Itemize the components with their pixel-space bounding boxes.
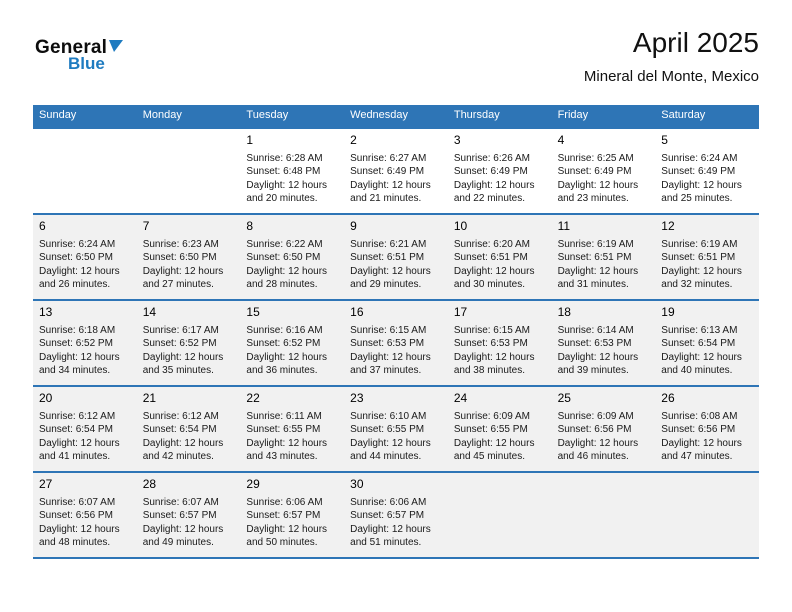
day-number: 22 bbox=[246, 391, 260, 406]
sunset-text: Sunset: 6:49 PM bbox=[557, 166, 632, 178]
day-cell-empty bbox=[33, 129, 137, 213]
daylight-text-line2: and 49 minutes. bbox=[142, 537, 214, 549]
daylight-text-line2: and 48 minutes. bbox=[39, 537, 111, 549]
sunset-text: Sunset: 6:49 PM bbox=[453, 166, 528, 178]
daylight-text-line1: Daylight: 12 hours bbox=[453, 179, 535, 191]
sunset-text: Sunset: 6:57 PM bbox=[246, 510, 321, 522]
sunset-text: Sunset: 6:56 PM bbox=[39, 510, 113, 522]
day-number: 26 bbox=[661, 391, 675, 406]
daylight-text-line1: Daylight: 12 hours bbox=[142, 437, 224, 449]
page-header bbox=[33, 28, 759, 100]
daylight-text-line1: Daylight: 12 hours bbox=[661, 265, 742, 277]
day-number: 24 bbox=[453, 391, 468, 406]
daylight-text-line2: and 21 minutes. bbox=[350, 193, 422, 205]
day-number: 8 bbox=[246, 219, 254, 234]
sunrise-text: Sunrise: 6:06 AM bbox=[350, 496, 427, 508]
daylight-text-line2: and 36 minutes. bbox=[246, 365, 318, 377]
sunset-text: Sunset: 6:57 PM bbox=[350, 510, 425, 522]
sunrise-text: Sunrise: 6:17 AM bbox=[142, 324, 219, 336]
day-cell-empty bbox=[552, 473, 656, 557]
day-cell-5 bbox=[655, 129, 759, 213]
sunrise-text: Sunrise: 6:19 AM bbox=[661, 238, 738, 250]
daylight-text-line2: and 34 minutes. bbox=[39, 365, 111, 377]
sunset-text: Sunset: 6:57 PM bbox=[142, 510, 217, 522]
day-number: 30 bbox=[350, 477, 364, 492]
day-number: 25 bbox=[557, 391, 571, 406]
daylight-text-line1: Daylight: 12 hours bbox=[661, 437, 742, 449]
daylight-text-line2: and 41 minutes. bbox=[39, 451, 111, 463]
day-number: 28 bbox=[142, 477, 157, 492]
daylight-text-line2: and 46 minutes. bbox=[557, 451, 629, 463]
day-cell-3 bbox=[448, 129, 552, 213]
sunrise-text: Sunrise: 6:09 AM bbox=[453, 410, 530, 422]
daylight-text-line1: Daylight: 12 hours bbox=[453, 265, 535, 277]
day-cell-1 bbox=[240, 129, 344, 213]
daylight-text-line1: Daylight: 12 hours bbox=[453, 437, 535, 449]
sunrise-text: Sunrise: 6:16 AM bbox=[246, 324, 323, 336]
sunset-text: Sunset: 6:53 PM bbox=[453, 338, 528, 350]
daylight-text-line1: Daylight: 12 hours bbox=[557, 179, 639, 191]
sunset-text: Sunset: 6:51 PM bbox=[453, 252, 528, 264]
day-number: 18 bbox=[557, 305, 571, 320]
day-cell-11 bbox=[552, 215, 656, 299]
weeks bbox=[33, 127, 759, 559]
sunrise-text: Sunrise: 6:20 AM bbox=[453, 238, 530, 250]
day-header-sunday: Sunday bbox=[39, 109, 77, 121]
day-header-monday: Monday bbox=[142, 109, 182, 121]
daylight-text-line2: and 38 minutes. bbox=[453, 365, 526, 377]
day-cell-17 bbox=[448, 301, 552, 385]
day-cell-19 bbox=[655, 301, 759, 385]
day-cell-23 bbox=[344, 387, 448, 471]
day-cell-empty bbox=[655, 473, 759, 557]
day-cell-4 bbox=[552, 129, 656, 213]
daylight-text-line1: Daylight: 12 hours bbox=[557, 265, 639, 277]
daylight-text-line1: Daylight: 12 hours bbox=[661, 179, 742, 191]
day-number: 11 bbox=[557, 219, 571, 234]
sunrise-text: Sunrise: 6:24 AM bbox=[39, 238, 116, 250]
sunrise-text: Sunrise: 6:24 AM bbox=[661, 152, 738, 164]
daylight-text-line1: Daylight: 12 hours bbox=[39, 265, 120, 277]
day-cell-empty bbox=[137, 129, 241, 213]
day-cell-7 bbox=[137, 215, 241, 299]
daylight-text-line2: and 51 minutes. bbox=[350, 537, 422, 549]
day-cell-28 bbox=[137, 473, 241, 557]
day-cell-30 bbox=[344, 473, 448, 557]
week-row-5 bbox=[33, 471, 759, 557]
daylight-text-line1: Daylight: 12 hours bbox=[39, 351, 120, 363]
sunset-text: Sunset: 6:54 PM bbox=[661, 338, 736, 350]
week-row-2 bbox=[33, 213, 759, 299]
day-header-friday: Friday bbox=[557, 109, 589, 121]
day-cell-29 bbox=[240, 473, 344, 557]
sunrise-text: Sunrise: 6:08 AM bbox=[661, 410, 738, 422]
day-cell-16 bbox=[344, 301, 448, 385]
day-number: 29 bbox=[246, 477, 260, 492]
daylight-text-line2: and 42 minutes. bbox=[142, 451, 214, 463]
day-cell-empty bbox=[448, 473, 552, 557]
day-number: 3 bbox=[453, 133, 461, 148]
day-number: 21 bbox=[142, 391, 157, 406]
day-cell-8 bbox=[240, 215, 344, 299]
day-header-wednesday: Wednesday bbox=[350, 109, 409, 121]
sunrise-text: Sunrise: 6:15 AM bbox=[350, 324, 427, 336]
day-cell-21 bbox=[137, 387, 241, 471]
day-number: 9 bbox=[350, 219, 357, 234]
day-cell-24 bbox=[448, 387, 552, 471]
week-row-4 bbox=[33, 385, 759, 471]
sunset-text: Sunset: 6:55 PM bbox=[453, 424, 528, 436]
daylight-text-line2: and 47 minutes. bbox=[661, 451, 733, 463]
daylight-text-line1: Daylight: 12 hours bbox=[39, 523, 120, 535]
daylight-text-line1: Daylight: 12 hours bbox=[246, 179, 328, 191]
sunrise-text: Sunrise: 6:28 AM bbox=[246, 152, 323, 164]
day-number: 4 bbox=[557, 133, 565, 148]
sunrise-text: Sunrise: 6:07 AM bbox=[39, 496, 116, 508]
daylight-text-line1: Daylight: 12 hours bbox=[246, 265, 328, 277]
sunset-text: Sunset: 6:56 PM bbox=[661, 424, 736, 436]
daylight-text-line2: and 28 minutes. bbox=[246, 279, 318, 291]
sunset-text: Sunset: 6:54 PM bbox=[142, 424, 217, 436]
daylight-text-line1: Daylight: 12 hours bbox=[142, 523, 224, 535]
daylight-text-line1: Daylight: 12 hours bbox=[350, 437, 431, 449]
sunrise-text: Sunrise: 6:06 AM bbox=[246, 496, 323, 508]
day-cell-14 bbox=[137, 301, 241, 385]
day-header-row bbox=[33, 105, 759, 127]
day-number: 20 bbox=[39, 391, 53, 406]
daylight-text-line1: Daylight: 12 hours bbox=[246, 437, 328, 449]
day-number: 15 bbox=[246, 305, 260, 320]
sunset-text: Sunset: 6:56 PM bbox=[557, 424, 632, 436]
daylight-text-line2: and 37 minutes. bbox=[350, 365, 422, 377]
sunset-text: Sunset: 6:52 PM bbox=[39, 338, 113, 350]
daylight-text-line2: and 43 minutes. bbox=[246, 451, 318, 463]
sunset-text: Sunset: 6:50 PM bbox=[39, 252, 113, 264]
day-number: 1 bbox=[246, 133, 254, 148]
calendar-grid bbox=[33, 105, 759, 559]
logo-text-general: General bbox=[35, 37, 108, 58]
sunset-text: Sunset: 6:52 PM bbox=[142, 338, 217, 350]
daylight-text-line2: and 45 minutes. bbox=[453, 451, 526, 463]
daylight-text-line1: Daylight: 12 hours bbox=[350, 351, 431, 363]
daylight-text-line2: and 32 minutes. bbox=[661, 279, 733, 291]
daylight-text-line2: and 44 minutes. bbox=[350, 451, 422, 463]
logo-triangle-icon bbox=[109, 39, 124, 53]
week-row-3 bbox=[33, 299, 759, 385]
day-cell-9 bbox=[344, 215, 448, 299]
day-header-saturday: Saturday bbox=[661, 109, 706, 121]
day-number: 13 bbox=[39, 305, 53, 320]
daylight-text-line1: Daylight: 12 hours bbox=[350, 179, 431, 191]
sunset-text: Sunset: 6:55 PM bbox=[350, 424, 425, 436]
sunrise-text: Sunrise: 6:09 AM bbox=[557, 410, 634, 422]
month-title: April 2025 bbox=[632, 27, 759, 58]
day-cell-6 bbox=[33, 215, 137, 299]
daylight-text-line2: and 26 minutes. bbox=[39, 279, 111, 291]
sunset-text: Sunset: 6:49 PM bbox=[661, 166, 736, 178]
sunset-text: Sunset: 6:53 PM bbox=[350, 338, 425, 350]
day-number: 19 bbox=[661, 305, 675, 320]
sunrise-text: Sunrise: 6:12 AM bbox=[39, 410, 116, 422]
daylight-text-line1: Daylight: 12 hours bbox=[661, 351, 742, 363]
daylight-text-line2: and 20 minutes. bbox=[246, 193, 318, 205]
sunrise-text: Sunrise: 6:19 AM bbox=[557, 238, 634, 250]
sunrise-text: Sunrise: 6:27 AM bbox=[350, 152, 427, 164]
sunrise-text: Sunrise: 6:11 AM bbox=[246, 410, 322, 422]
sunset-text: Sunset: 6:55 PM bbox=[246, 424, 321, 436]
daylight-text-line2: and 31 minutes. bbox=[557, 279, 629, 291]
sunrise-text: Sunrise: 6:22 AM bbox=[246, 238, 323, 250]
daylight-text-line1: Daylight: 12 hours bbox=[453, 351, 535, 363]
sunset-text: Sunset: 6:53 PM bbox=[557, 338, 632, 350]
day-number: 16 bbox=[350, 305, 364, 320]
daylight-text-line2: and 50 minutes. bbox=[246, 537, 318, 549]
day-number: 23 bbox=[350, 391, 364, 406]
day-cell-18 bbox=[552, 301, 656, 385]
daylight-text-line2: and 23 minutes. bbox=[557, 193, 629, 205]
day-cell-2 bbox=[344, 129, 448, 213]
day-number: 6 bbox=[39, 219, 46, 234]
day-cell-20 bbox=[33, 387, 137, 471]
sunset-text: Sunset: 6:51 PM bbox=[350, 252, 425, 264]
sunrise-text: Sunrise: 6:10 AM bbox=[350, 410, 427, 422]
daylight-text-line2: and 27 minutes. bbox=[142, 279, 214, 291]
daylight-text-line2: and 30 minutes. bbox=[453, 279, 526, 291]
day-number: 27 bbox=[39, 477, 53, 492]
sunrise-text: Sunrise: 6:18 AM bbox=[39, 324, 116, 336]
sunset-text: Sunset: 6:50 PM bbox=[246, 252, 321, 264]
sunrise-text: Sunrise: 6:12 AM bbox=[142, 410, 219, 422]
general-blue-logo bbox=[35, 38, 124, 72]
day-cell-15 bbox=[240, 301, 344, 385]
day-header-thursday: Thursday bbox=[453, 109, 500, 121]
daylight-text-line1: Daylight: 12 hours bbox=[142, 265, 224, 277]
daylight-text-line1: Daylight: 12 hours bbox=[142, 351, 224, 363]
daylight-text-line2: and 29 minutes. bbox=[350, 279, 422, 291]
day-cell-25 bbox=[552, 387, 656, 471]
daylight-text-line2: and 39 minutes. bbox=[557, 365, 629, 377]
sunrise-text: Sunrise: 6:23 AM bbox=[142, 238, 219, 250]
location-subtitle: Mineral del Monte, Mexico bbox=[583, 67, 759, 85]
day-number: 2 bbox=[350, 133, 357, 148]
sunrise-text: Sunrise: 6:13 AM bbox=[661, 324, 738, 336]
sunset-text: Sunset: 6:51 PM bbox=[661, 252, 736, 264]
day-cell-26 bbox=[655, 387, 759, 471]
day-number: 12 bbox=[661, 219, 675, 234]
week-row-1 bbox=[33, 127, 759, 213]
sunrise-text: Sunrise: 6:25 AM bbox=[557, 152, 634, 164]
daylight-text-line2: and 22 minutes. bbox=[453, 193, 526, 205]
sunset-text: Sunset: 6:49 PM bbox=[350, 166, 425, 178]
day-cell-13 bbox=[33, 301, 137, 385]
daylight-text-line1: Daylight: 12 hours bbox=[246, 523, 328, 535]
daylight-text-line1: Daylight: 12 hours bbox=[557, 351, 639, 363]
daylight-text-line2: and 40 minutes. bbox=[661, 365, 733, 377]
sunrise-text: Sunrise: 6:15 AM bbox=[453, 324, 530, 336]
daylight-text-line2: and 35 minutes. bbox=[142, 365, 214, 377]
sunset-text: Sunset: 6:54 PM bbox=[39, 424, 113, 436]
day-cell-10 bbox=[448, 215, 552, 299]
sunset-text: Sunset: 6:51 PM bbox=[557, 252, 632, 264]
day-cell-22 bbox=[240, 387, 344, 471]
logo-text-blue: Blue bbox=[68, 54, 105, 73]
day-cell-27 bbox=[33, 473, 137, 557]
daylight-text-line1: Daylight: 12 hours bbox=[557, 437, 639, 449]
title-block bbox=[584, 28, 759, 85]
day-number: 5 bbox=[661, 133, 668, 148]
day-number: 17 bbox=[453, 305, 468, 320]
daylight-text-line1: Daylight: 12 hours bbox=[246, 351, 328, 363]
daylight-text-line1: Daylight: 12 hours bbox=[350, 523, 431, 535]
daylight-text-line1: Daylight: 12 hours bbox=[350, 265, 431, 277]
sunrise-text: Sunrise: 6:07 AM bbox=[142, 496, 219, 508]
sunrise-text: Sunrise: 6:21 AM bbox=[350, 238, 427, 250]
day-number: 14 bbox=[142, 305, 157, 320]
sunset-text: Sunset: 6:48 PM bbox=[246, 166, 321, 178]
sunset-text: Sunset: 6:52 PM bbox=[246, 338, 321, 350]
sunrise-text: Sunrise: 6:26 AM bbox=[453, 152, 530, 164]
sunrise-text: Sunrise: 6:14 AM bbox=[557, 324, 634, 336]
day-number: 7 bbox=[142, 219, 150, 234]
daylight-text-line2: and 25 minutes. bbox=[661, 193, 733, 205]
day-header-tuesday: Tuesday bbox=[246, 109, 289, 121]
daylight-text-line1: Daylight: 12 hours bbox=[39, 437, 120, 449]
day-number: 10 bbox=[453, 219, 468, 234]
sunset-text: Sunset: 6:50 PM bbox=[142, 252, 217, 264]
day-cell-12 bbox=[655, 215, 759, 299]
